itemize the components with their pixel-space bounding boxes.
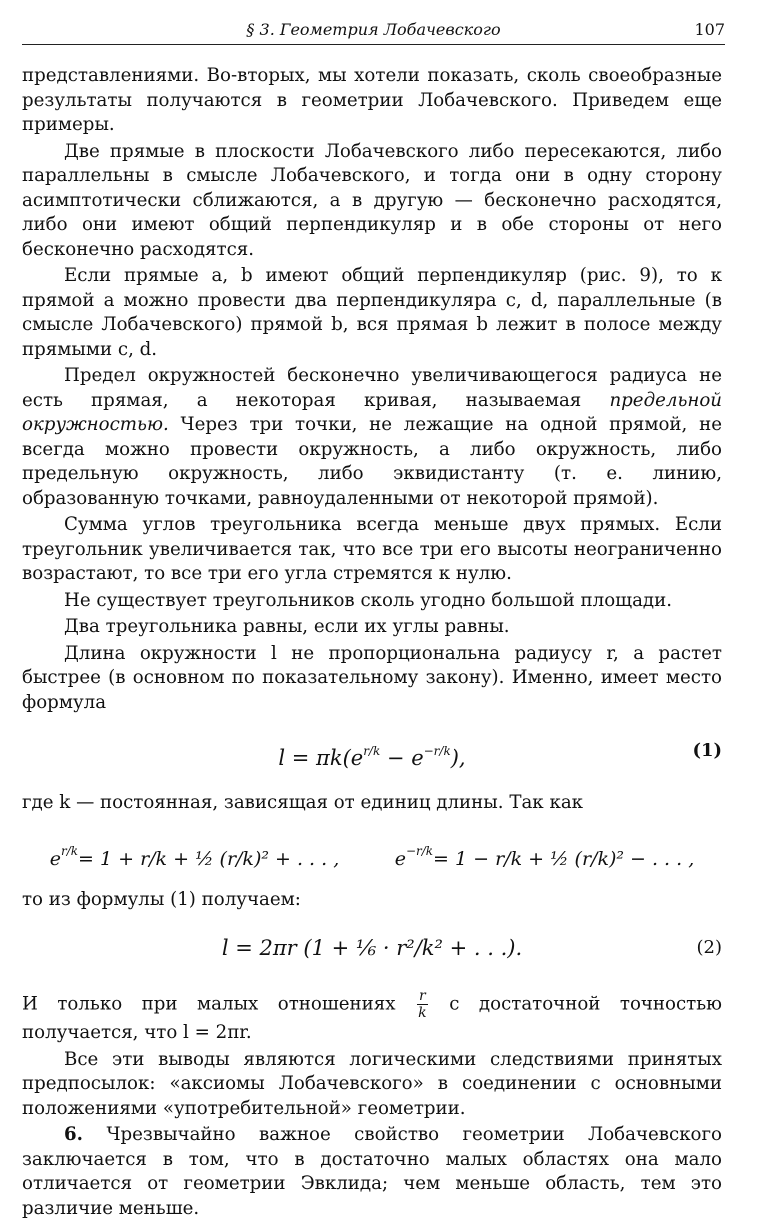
running-header <box>22 12 725 45</box>
formula-2-label: (2) <box>696 937 722 958</box>
paragraph-3 <box>22 364 722 511</box>
formula-2 <box>22 914 722 982</box>
series-1-rhs: = 1 + r/k + ½ (r/k)² + . . . , <box>78 847 340 870</box>
formula-1-expression <box>278 717 465 792</box>
formula-1-rhs: ), <box>450 746 466 770</box>
series-2 <box>395 818 695 884</box>
formula-1-mid: − e <box>380 746 424 770</box>
formula-1-label: (1) <box>692 740 722 761</box>
paragraph-10-before: И только при малых отношениях <box>22 993 396 1015</box>
series-1-base: e <box>49 847 61 870</box>
series-2-rhs: = 1 − r/k + ½ (r/k)² − . . . , <box>433 847 695 870</box>
running-title: § 3. Геометрия Лобачевского <box>246 20 501 39</box>
formula-1-exponent-2: −r/k <box>423 744 451 758</box>
series-2-exponent: −r/k <box>405 843 434 858</box>
paragraph-3-before: Предел окружностей бесконечно увеличивающегося радиуса не есть прямая, а некоторая кривая, называемая <box>22 365 722 411</box>
page-body <box>22 64 722 1223</box>
formula-1-exponent-1: r/k <box>363 744 381 758</box>
ratio-numerator: r <box>419 988 426 1004</box>
paragraph-12-text: Чрезвычайно важное свойство геометрии Лобачевского заключается в том, что в достаточно малых областях она мало отличается от геометрии Эвклида; чем меньше область, тем это различие меньше. <box>22 1124 722 1219</box>
term-limit-circle: предельной окружностью. <box>22 389 722 435</box>
paragraph-12 <box>22 1123 722 1221</box>
paragraph-6: Два треугольника равны, если их углы равны. <box>64 616 510 637</box>
paragraph-8: где k — постоянная, зависящая от единиц длины. Так как <box>22 792 584 813</box>
formula-1-lhs: l = πk(e <box>278 746 364 770</box>
paragraph-3-after: Через три точки, не лежащие на одной прямой, не всегда можно провести окружность, а либо окружность, либо предельную окружность, либо эквидистанту (т. е. линию, образованную точками, равноудаленными от некоторой прямой). <box>22 414 722 509</box>
page-number: 107 <box>694 20 725 39</box>
series-1 <box>50 818 340 884</box>
paragraph-5: Не существует треугольников сколь угодно большой площади. <box>64 589 673 611</box>
ratio-denominator: k <box>418 1005 427 1021</box>
section-number: 6. <box>64 1124 83 1145</box>
paragraph-11: Все эти выводы являются логическими следствиями принятых предпосылок: «аксиомы Лобачевского» в соединении с основными положениями «употребительной» геометрии. <box>22 1048 722 1119</box>
paragraph-0: представлениями. Во-вторых, мы хотели показать, сколь своеобразные результаты получаются в геометрии Лобачевского. Приведем еще примеры. <box>22 65 722 135</box>
series-2-base: e <box>394 847 406 870</box>
paragraph-9: то из формулы (1) получаем: <box>22 888 301 910</box>
formula-2-expression: l = 2πr (1 + ⅙ · r²/k² + . . .). <box>221 936 523 960</box>
series-1-exponent: r/k <box>60 843 79 858</box>
formula-1 <box>22 717 722 785</box>
paragraph-7: Длина окружности l не пропорциональна радиусу r, а растет быстрее (в основном по показательному закону). Именно, имеет место формула <box>22 642 722 713</box>
paragraph-2: Если прямые a, b имеют общий перпендикуляр (рис. 9), то к прямой a можно провести два перпендикуляра c, d, параллельные (в смысле Лобачевского) прямой b, вся прямая b лежит в полосе между прямыми c, d. <box>22 265 722 360</box>
ratio-fraction <box>417 988 428 1021</box>
series-expansions <box>22 818 722 884</box>
paragraph-10-after: с достаточной точностью получается, что l = 2πr. <box>22 993 722 1043</box>
paragraph-1: Две прямые в плоскости Лобачевского либо пересекаются, либо параллельны в смысле Лобачевского, и тогда они в одну сторону асимптотически сближаются, а в другую — бесконечно расходятся, либо они имеют общий перпендикуляр и в обе стороны от него бесконечно расходятся. <box>22 140 722 260</box>
paragraph-10 <box>22 988 722 1046</box>
paragraph-4: Сумма углов треугольника всегда меньше двух прямых. Если треугольник увеличивается так, что все три его высоты неограниченно возрастают, то все три его угла стремятся к нулю. <box>22 514 722 584</box>
